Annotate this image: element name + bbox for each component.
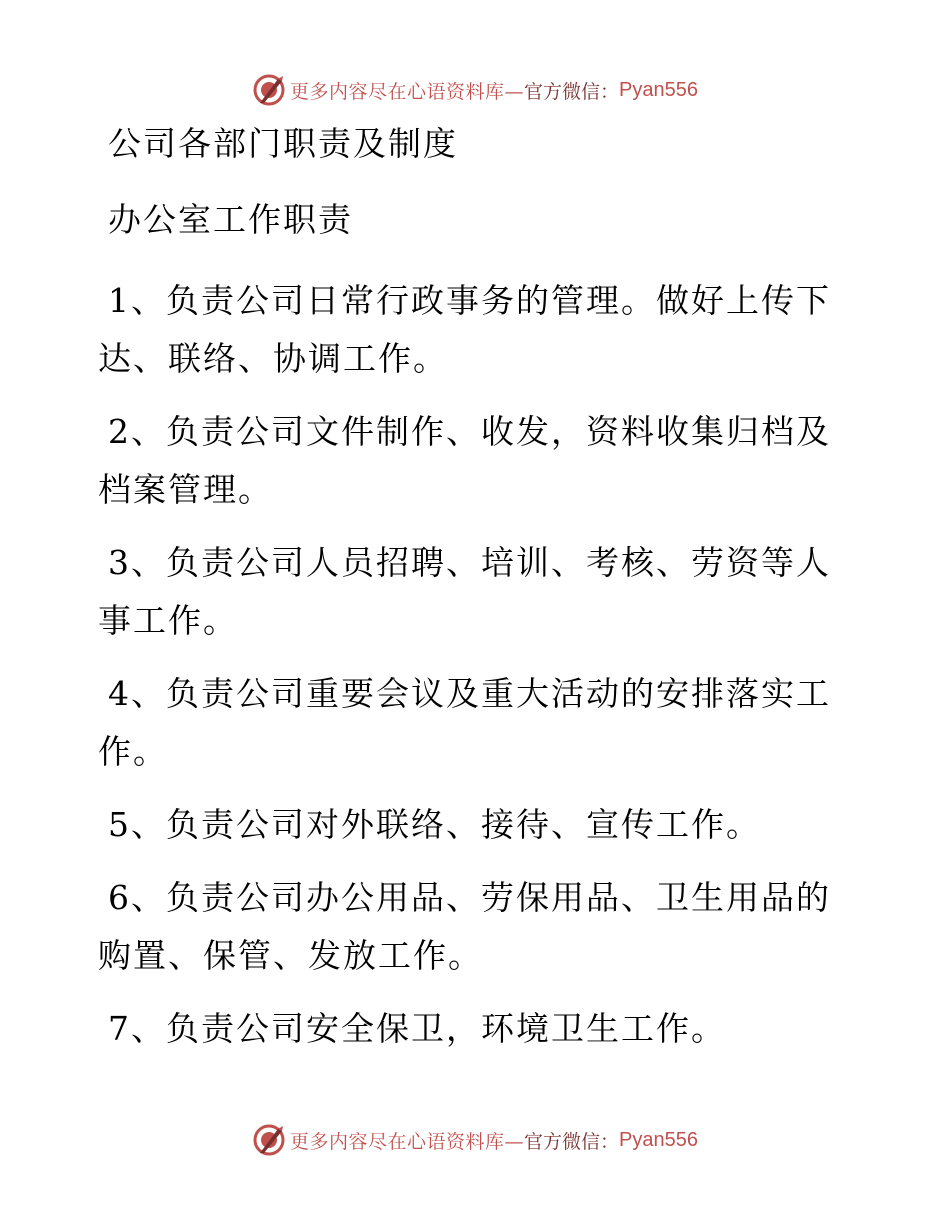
duty-list xyxy=(98,272,858,1058)
watermark-wechat-id: Pyan556 xyxy=(619,78,698,101)
watermark-wechat-id: Pyan556 xyxy=(619,1128,698,1151)
duty-item: 3、负责公司人员招聘、培训、考核、劳资等人事工作。 xyxy=(98,543,831,640)
watermark-text: 更多内容尽在心语资料库— xyxy=(290,1130,525,1153)
quill-logo-icon xyxy=(252,1123,286,1157)
duty-item: 2、负责公司文件制作、收发，资料收集归档及档案管理。 xyxy=(98,412,831,509)
duty-item: 1、负责公司日常行政事务的管理。做好上传下达、联络、协调工作。 xyxy=(98,281,831,378)
watermark-text: 更多内容尽在心语资料库— xyxy=(290,80,525,103)
duty-item: 6、负责公司办公用品、劳保用品、卫生用品的购置、保管、发放工作。 xyxy=(98,878,831,975)
duty-item: 7、负责公司安全保卫，环境卫生工作。 xyxy=(108,1009,726,1048)
section-title: 办公室工作职责 xyxy=(108,200,353,239)
duty-item: 5、负责公司对外联络、接待、宣传工作。 xyxy=(108,805,761,844)
footer-watermark xyxy=(0,1120,950,1160)
watermark-wechat-label: 官方微信： xyxy=(524,1130,620,1153)
duty-item: 4、负责公司重要会议及重大活动的安排落实工作。 xyxy=(98,674,831,771)
document-title: 公司各部门职责及制度 xyxy=(108,124,458,163)
watermark-wechat-label: 官方微信： xyxy=(524,80,620,103)
header-watermark xyxy=(0,70,950,110)
quill-logo-icon xyxy=(252,73,286,107)
document-body xyxy=(98,120,858,1073)
